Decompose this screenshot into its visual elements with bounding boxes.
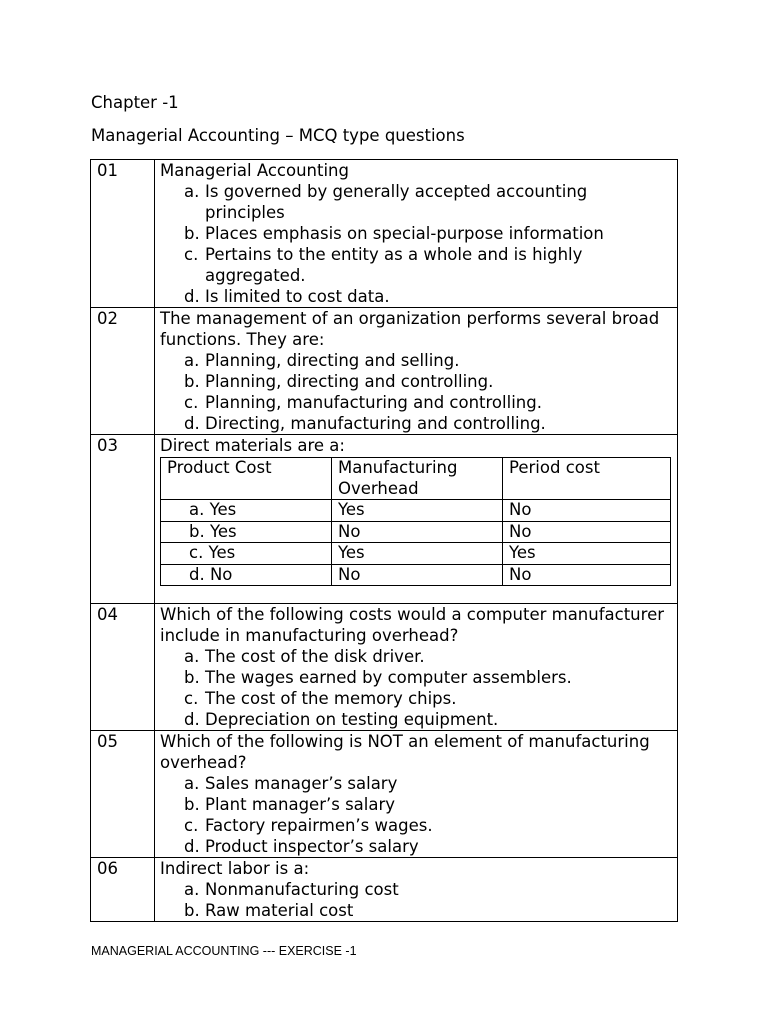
option-list [160, 646, 672, 730]
option-marker: a. [184, 774, 200, 793]
table-cell: No [503, 521, 671, 543]
option-marker: d. [184, 837, 200, 856]
option-marker: d. [184, 287, 200, 306]
option-list [160, 773, 672, 857]
option-marker: a. [184, 647, 200, 666]
option-text: Planning, directing and selling. [205, 351, 460, 370]
table-cell: No [332, 564, 503, 586]
option-marker: d. [184, 710, 200, 729]
question-row [91, 435, 678, 604]
option-marker: a. [184, 182, 200, 201]
question-stem: Indirect labor is a: [160, 859, 310, 878]
question-table [90, 159, 678, 922]
option-list [160, 181, 672, 307]
answer-matrix-row [161, 521, 671, 543]
answer-matrix-row [161, 543, 671, 565]
option-text: Raw material cost [205, 901, 354, 920]
table-cell: b. Yes [161, 521, 332, 543]
question-number: 03 [91, 435, 155, 604]
option-item [184, 371, 672, 392]
question-content [155, 160, 678, 308]
question-number: 06 [91, 858, 155, 922]
table-cell: Yes [503, 543, 671, 565]
option-list [160, 350, 672, 434]
option-item [184, 709, 672, 730]
answer-matrix-header [161, 458, 671, 500]
option-text: Plant manager’s salary [205, 795, 396, 814]
table-cell: c. Yes [161, 543, 332, 565]
page-footer: MANAGERIAL ACCOUNTING --- EXERCISE -1 [91, 944, 357, 958]
option-text: Directing, manufacturing and controlling. [205, 414, 546, 433]
option-item [184, 900, 672, 921]
option-list [160, 879, 672, 921]
question-content [155, 604, 678, 731]
option-item [184, 181, 672, 223]
option-item [184, 688, 672, 709]
table-cell: No [503, 564, 671, 586]
question-row [91, 604, 678, 731]
option-text: Product inspector’s salary [205, 837, 419, 856]
option-marker: b. [184, 224, 200, 243]
option-text: The wages earned by computer assemblers. [205, 668, 572, 687]
question-stem: The management of an organization performs several broad functions. They are: [160, 309, 660, 349]
option-text: The cost of the disk driver. [205, 647, 425, 666]
option-text: The cost of the memory chips. [205, 689, 457, 708]
option-text: Depreciation on testing equipment. [205, 710, 499, 729]
option-text: Sales manager’s salary [205, 774, 398, 793]
option-text: Planning, directing and controlling. [205, 372, 494, 391]
table-cell: Yes [332, 500, 503, 522]
question-content [155, 435, 678, 604]
option-item [184, 836, 672, 857]
question-stem: Managerial Accounting [160, 161, 349, 180]
option-item [184, 244, 672, 286]
question-stem: Which of the following is NOT an element of manufacturing overhead? [160, 732, 650, 772]
column-header: Manufacturing Overhead [332, 458, 503, 500]
question-stem: Which of the following costs would a computer manufacturer include in manufacturing overhead? [160, 605, 664, 645]
option-marker: b. [184, 795, 200, 814]
table-cell: No [332, 521, 503, 543]
option-item [184, 773, 672, 794]
question-number: 04 [91, 604, 155, 731]
option-text: Pertains to the entity as a whole and is highly aggregated. [205, 245, 583, 285]
option-marker: b. [184, 901, 200, 920]
option-marker: c. [184, 689, 199, 708]
question-row [91, 858, 678, 922]
option-item [184, 667, 672, 688]
option-text: Factory repairmen’s wages. [205, 816, 433, 835]
question-content [155, 858, 678, 922]
question-content [155, 308, 678, 435]
document-title: Managerial Accounting – MCQ type questions [91, 126, 465, 145]
option-item [184, 392, 672, 413]
question-row [91, 308, 678, 435]
table-cell: No [503, 500, 671, 522]
table-cell: d. No [161, 564, 332, 586]
option-text: Places emphasis on special-purpose information [205, 224, 604, 243]
table-cell: a. Yes [161, 500, 332, 522]
table-cell: Yes [332, 543, 503, 565]
option-marker: b. [184, 668, 200, 687]
option-marker: d. [184, 414, 200, 433]
option-marker: c. [184, 245, 199, 264]
question-row [91, 160, 678, 308]
option-marker: c. [184, 816, 199, 835]
option-marker: b. [184, 372, 200, 391]
question-number: 02 [91, 308, 155, 435]
option-item [184, 815, 672, 836]
option-text: Is governed by generally accepted accounting principles [205, 182, 588, 222]
option-marker: a. [184, 351, 200, 370]
option-item [184, 223, 672, 244]
answer-matrix [160, 457, 671, 586]
answer-matrix-row [161, 500, 671, 522]
option-item [184, 879, 672, 900]
option-item [184, 646, 672, 667]
option-text: Planning, manufacturing and controlling. [205, 393, 542, 412]
answer-matrix-row [161, 564, 671, 586]
chapter-heading: Chapter -1 [91, 93, 179, 112]
column-header: Period cost [503, 458, 671, 500]
option-item [184, 794, 672, 815]
option-marker: c. [184, 393, 199, 412]
question-number: 01 [91, 160, 155, 308]
question-stem: Direct materials are a: [160, 436, 345, 455]
column-header: Product Cost [161, 458, 332, 500]
option-item [184, 350, 672, 371]
option-item [184, 413, 672, 434]
option-text: Nonmanufacturing cost [205, 880, 399, 899]
option-text: Is limited to cost data. [205, 287, 390, 306]
question-row [91, 731, 678, 858]
option-marker: a. [184, 880, 200, 899]
option-item [184, 286, 672, 307]
question-number: 05 [91, 731, 155, 858]
question-content [155, 731, 678, 858]
